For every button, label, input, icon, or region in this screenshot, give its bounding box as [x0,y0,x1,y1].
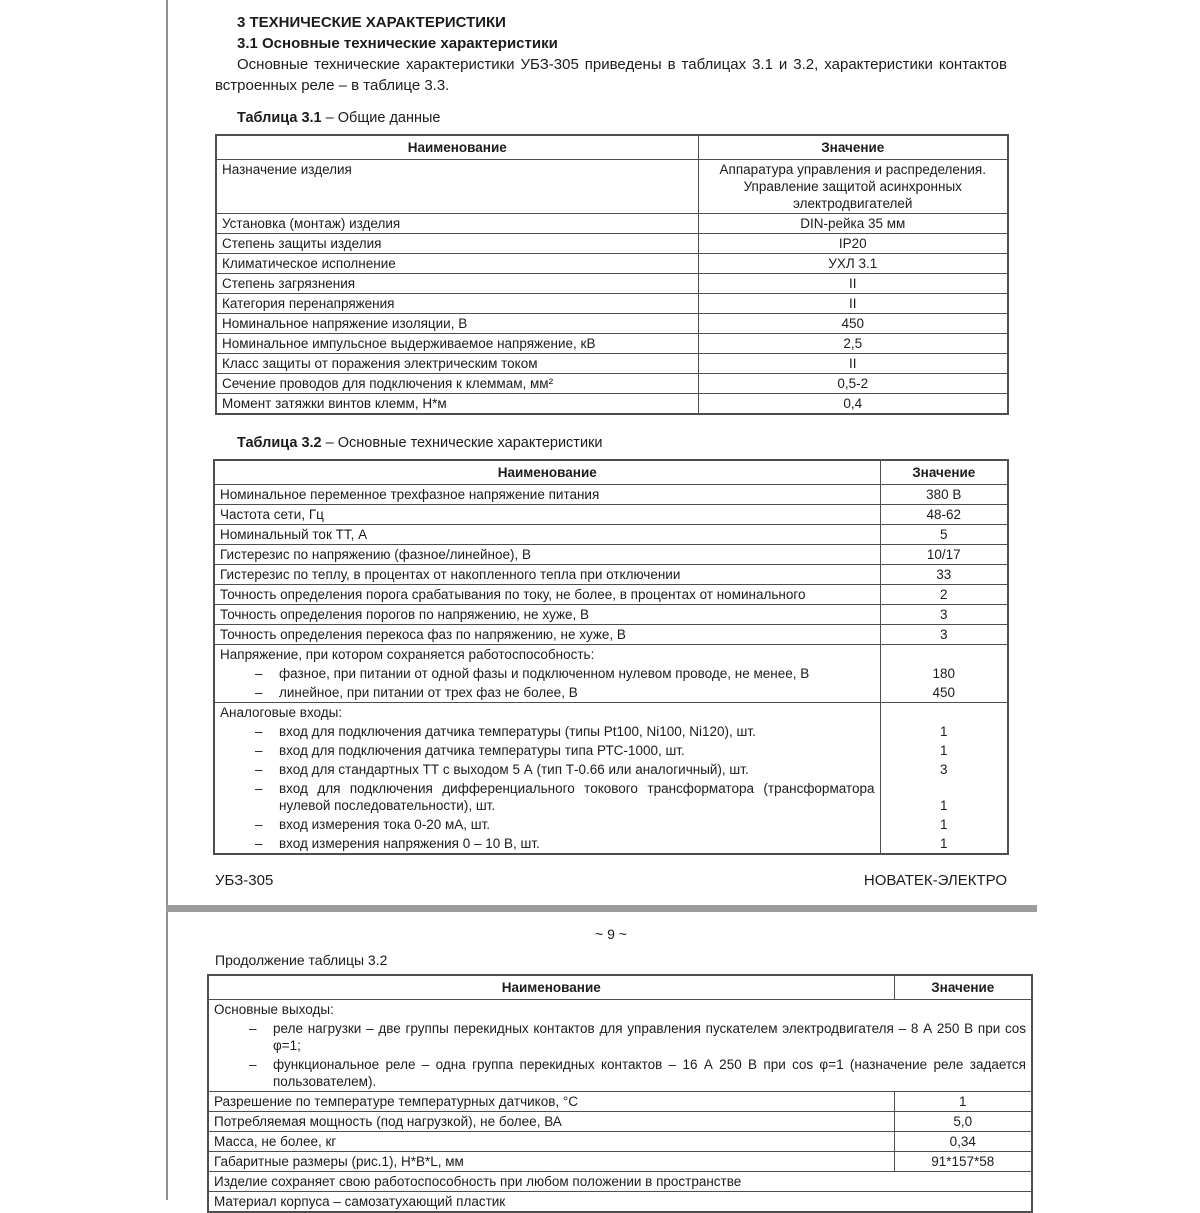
table-row [208,1152,1032,1172]
cell-name: Основные выходы: [214,1002,334,1017]
cell-value: II [698,354,1008,374]
dash-bullet: – [249,1057,257,1072]
cell-value: 0,34 [894,1132,1032,1152]
section-heading: 3 ТЕХНИЧЕСКИЕ ХАРАКТЕРИСТИКИ [237,14,506,31]
cell-value: 450 [698,314,1008,334]
cell-name: Климатическое исполнение [216,254,698,274]
dash-bullet: – [255,817,263,832]
cell-value: 450 [880,683,1008,703]
table-row [208,1132,1032,1152]
table-row [216,160,1008,214]
table-row [214,625,1008,645]
table-row [214,703,1008,723]
cell-value: II [698,294,1008,314]
cell-value: 3 [880,625,1008,645]
cell-name: Категория перенапряжения [216,294,698,314]
table-main-characteristics-continued [207,974,1033,1213]
cell-name: – функциональное реле – одна группа перекидных контактов – 16 А 250 В при cos φ=1 (назначение реле задается пользователем). [208,1055,1032,1092]
cell-name: Гистерезис по напряжению (фазное/линейное), В [214,545,880,565]
cell-name: Материал корпуса – самозатухающий пластик [208,1192,1032,1213]
table-row [214,683,1008,703]
page-break-divider [166,905,1037,912]
column-header-name: Наименование [216,135,698,160]
table2-caption [237,433,1200,453]
cell-name: – вход измерения тока 0-20 мА, шт. [255,817,491,832]
cell-value: 1 [880,779,1008,815]
cell-name: Назначение изделия [216,160,698,214]
column-header-value: Значение [880,460,1008,485]
dash-bullet: – [255,685,263,700]
cell-value: 48-62 [880,505,1008,525]
dash-bullet: – [255,836,263,851]
cell-value: УХЛ 3.1 [698,254,1008,274]
table-row [216,294,1008,314]
cell-name: Номинальное импульсное выдерживаемое напряжение, кВ [216,334,698,354]
cell-value: 1 [880,815,1008,834]
cell-name: Установка (монтаж) изделия [216,214,698,234]
subsection-heading: 3.1 Основные технические характеристики [237,35,558,52]
column-header-value: Значение [698,135,1008,160]
cell-value: 1 [880,834,1008,854]
cell-value: 10/17 [880,545,1008,565]
table-header-row [216,135,1008,160]
table-row [214,565,1008,585]
table-row [214,722,1008,741]
cell-name: – вход для подключения датчика температуры типа РТС-1000, шт. [255,743,685,758]
cell-value: 5,0 [894,1112,1032,1132]
table1-caption [237,108,1200,128]
column-header-name: Наименование [214,460,880,485]
table2-caption-label: Таблица 3.2 [237,435,322,451]
cell-value [880,645,1008,665]
cell-value: 380 В [880,485,1008,505]
table-row [216,394,1008,415]
table-row [216,374,1008,394]
table-main-characteristics [213,459,1009,855]
table-row [214,585,1008,605]
table-row [208,1000,1032,1020]
cell-name: Точность определения перекоса фаз по напряжению, не хуже, В [214,625,880,645]
cell-value: II [698,274,1008,294]
cell-name: – вход для подключения датчика температуры (типы Pt100, Ni100, Ni120), шт. [255,724,756,739]
table-row [214,485,1008,505]
cell-value: 1 [894,1092,1032,1112]
cell-name: – реле нагрузки – две группы перекидных контактов для управления пускателем электродвигателя – 8 А 250 В при cos φ=1; [249,1021,1026,1053]
page1-text-block [215,12,1007,96]
table-row [208,1112,1032,1132]
cell-name: Степень загрязнения [216,274,698,294]
table-general-data [215,134,1009,415]
cell-value: 0,5-2 [698,374,1008,394]
table-row [208,1092,1032,1112]
table-row [216,234,1008,254]
cell-name: Изделие сохраняет свою работоспособность при любом положении в пространстве [208,1172,1032,1192]
cell-value: 91*157*58 [894,1152,1032,1172]
cell-value: 2,5 [698,334,1008,354]
table-continuation-label: Продолжение таблицы 3.2 [215,952,388,968]
table1-caption-label: Таблица 3.1 [237,110,322,126]
cell-name: Гистерезис по теплу, в процентах от накопленного тепла при отключении [214,565,880,585]
table-row [214,505,1008,525]
cell-name: – вход для подключения дифференциального токового трансформатора (трансформатора нулевой последовательности), шт. [255,781,875,813]
table-row [216,314,1008,334]
cell-name: Масса, не более, кг [208,1132,894,1152]
table-row [214,605,1008,625]
table-row [216,274,1008,294]
cell-name: Разрешение по температуре температурных датчиков, °С [208,1092,894,1112]
table-row [208,1055,1032,1092]
table-row [214,760,1008,779]
cell-value: 0,4 [698,394,1008,415]
dash-bullet: – [255,781,263,796]
table-row [214,815,1008,834]
cell-value: 33 [880,565,1008,585]
cell-name: Габаритные размеры (рис.1), H*B*L, мм [208,1152,894,1172]
table-row [208,1019,1032,1055]
dash-bullet: – [255,724,263,739]
cell-value: Аппаратура управления и распределения. Управление защитой асинхронных электродвигателей [698,160,1008,214]
table1-caption-text: – Общие данные [321,110,441,126]
dash-bullet: – [255,762,263,777]
table-row [214,525,1008,545]
table-header-row [208,975,1032,1000]
dash-bullet: – [255,743,263,758]
table-row [214,834,1008,854]
cell-value: 180 [880,664,1008,683]
cell-value: 1 [880,741,1008,760]
cell-name: Номинальный ток ТТ, А [214,525,880,545]
intro-paragraph: Основные технические характеристики УБЗ-305 приведены в таблицах 3.1 и 3.2, характеристики контактов встроенных реле – в таблице 3.3. [215,56,1007,94]
footer-company-name: НОВАТЕК-ЭЛЕКТРО [863,872,1007,889]
cell-name: Аналоговые входы: [220,705,343,720]
cell-name: Номинальное напряжение изоляции, В [216,314,698,334]
cell-name: Момент затяжки винтов клемм, Н*м [216,394,698,415]
table-row [208,1192,1032,1213]
cell-name: – фазное, при питании от одной фазы и подключенном нулевом проводе, не менее, В [255,666,810,681]
cell-value: 3 [880,605,1008,625]
cell-name: Номинальное переменное трехфазное напряжение питания [214,485,880,505]
table-header-row [214,460,1008,485]
table-row [214,645,1008,665]
cell-value: 1 [880,722,1008,741]
cell-value: 2 [880,585,1008,605]
column-header-name: Наименование [208,975,894,1000]
cell-name: Класс защиты от поражения электрическим током [216,354,698,374]
table-row [214,664,1008,683]
cell-value: IP20 [698,234,1008,254]
cell-name: Точность определения порога срабатывания по току, не более, в процентах от номинального [214,585,880,605]
table-row [214,545,1008,565]
footer-device-name: УБЗ-305 [215,872,274,889]
cell-name: Частота сети, Гц [214,505,880,525]
table-row [208,1172,1032,1192]
table-row [216,254,1008,274]
cell-value: 5 [880,525,1008,545]
cell-name: Степень защиты изделия [216,234,698,254]
table-row [216,214,1008,234]
column-header-value: Значение [894,975,1032,1000]
table-row [214,741,1008,760]
table-row [216,334,1008,354]
table2-caption-text: – Основные технические характеристики [321,435,603,451]
table-row [214,779,1008,815]
dash-bullet: – [249,1021,257,1036]
table-row [216,354,1008,374]
cell-value: DIN-рейка 35 мм [698,214,1008,234]
dash-bullet: – [255,666,263,681]
page1-footer [215,871,1007,891]
cell-name: – вход для стандартных ТТ с выходом 5 А (тип Т-0.66 или аналогичный), шт. [255,762,749,777]
cell-value [880,703,1008,723]
cell-name: – вход измерения напряжения 0 – 10 В, шт. [214,834,880,854]
cell-value: 3 [880,760,1008,779]
cell-name: Точность определения порогов по напряжению, не хуже, В [214,605,880,625]
cell-name: – линейное, при питании от трех фаз не более, В [214,683,880,703]
page-number: ~ 9 ~ [595,926,627,942]
cell-name: Потребляемая мощность (под нагрузкой), не более, ВА [208,1112,894,1132]
cell-name: Сечение проводов для подключения к клеммам, мм² [216,374,698,394]
cell-name: Напряжение, при котором сохраняется работоспособность: [220,647,595,662]
